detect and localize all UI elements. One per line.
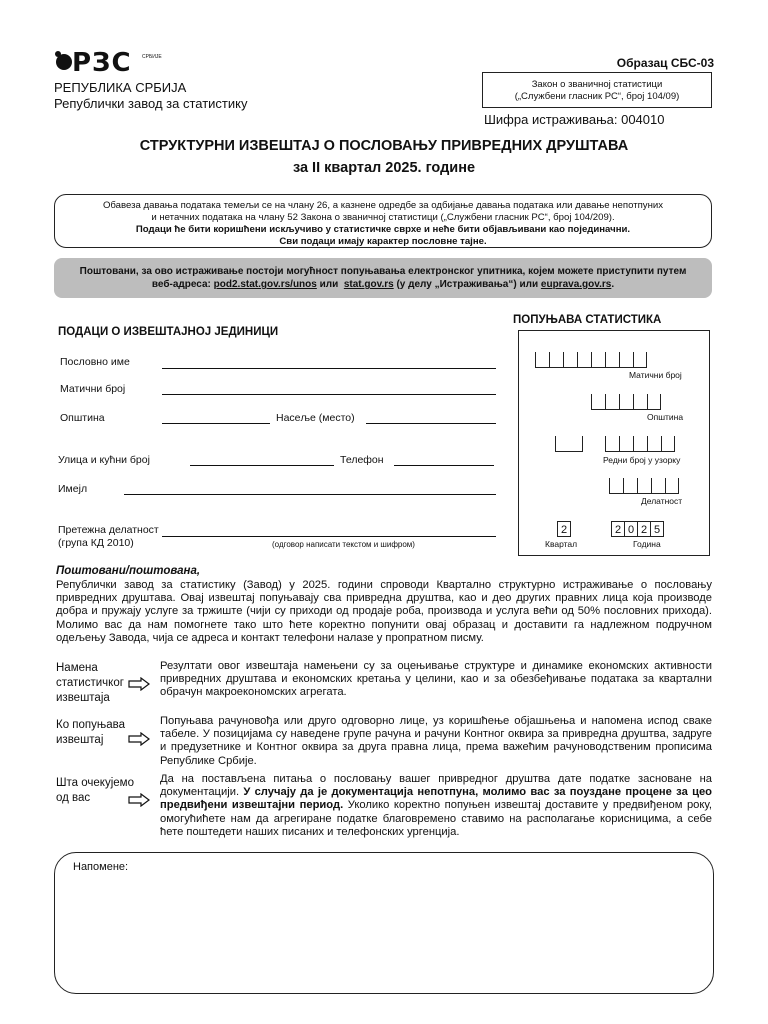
institute-name: Републички завод за статистику: [54, 96, 248, 111]
activity-hint: (одговор написати текстом и шифром): [272, 540, 415, 549]
email-label: Имејл: [58, 483, 88, 495]
who-label: Ко попуњава извештај: [56, 719, 126, 746]
year-digit-cell: 0: [624, 521, 638, 537]
digit-cell[interactable]: [609, 478, 623, 494]
logo-small-text: СРБИЈЕ: [142, 54, 162, 60]
activity-group-label: (група КД 2010): [58, 537, 134, 549]
stat-reg-number-cells[interactable]: [535, 352, 647, 368]
digit-cell[interactable]: [577, 352, 591, 368]
stat-serial-label: Редни број у узорку: [603, 455, 681, 465]
digit-cell[interactable]: [623, 478, 637, 494]
digit-cell[interactable]: [647, 436, 661, 452]
reg-number-field[interactable]: [162, 394, 496, 395]
unit-section-heading: ПОДАЦИ О ИЗВЕШТАЈНОЈ ЈЕДИНИЦИ: [58, 326, 279, 338]
digit-cell[interactable]: [619, 436, 633, 452]
legal-notice: [54, 194, 712, 248]
online-or: или: [319, 279, 339, 290]
arrow-right-icon: [128, 677, 150, 691]
digit-cell[interactable]: [569, 436, 583, 452]
digit-cell[interactable]: [619, 394, 633, 410]
expect-label: Шта очекујемо од вас: [56, 777, 134, 804]
email-field[interactable]: [124, 494, 496, 495]
digit-cell[interactable]: [605, 436, 619, 452]
municipality-label: Општина: [60, 412, 105, 424]
expect-text-bold: У случају да је документација непотпуна, молимо вас за поуздане процене за цео предвиђени извештајни период.: [160, 786, 713, 812]
digit-cell[interactable]: [549, 352, 563, 368]
notice-line: Подаци ће бити коришћени искључиво у статистичке сврхе и неће бити објављивани као појединачни.: [135, 224, 631, 235]
link-stat[interactable]: stat.gov.rs: [343, 279, 394, 290]
form-code: Образац СБС-03: [616, 56, 714, 70]
logo-dot-icon: [54, 50, 74, 72]
digit-cell[interactable]: [563, 352, 577, 368]
street-label: Улица и кућни број: [58, 454, 150, 466]
phone-label: Телефон: [340, 454, 384, 466]
digit-cell[interactable]: [633, 394, 647, 410]
reg-number-label: Матични број: [60, 383, 126, 395]
business-name-field[interactable]: [162, 368, 496, 369]
notes-box[interactable]: [54, 852, 714, 994]
stat-quarter-label: Квартал: [545, 539, 578, 549]
business-name-label: Пословно име: [60, 356, 130, 368]
who-text: Попуњава рачуновођа или друго одговорно лице, уз коришћење објашњења и напомена испод сваке табеле. У позицијама су наведене групе рачуна и рачуни Контног оквира за привредна друштва, задруге и предузетнике и Контног оквира за друга правна лица, према важећим рачуноводственим прописима Републике Србије.: [160, 715, 712, 767]
digit-cell[interactable]: [591, 352, 605, 368]
digit-cell[interactable]: [535, 352, 549, 368]
digit-cell[interactable]: [555, 436, 569, 452]
quarter-cell: 2: [557, 521, 571, 537]
logo-text: РЗС: [72, 48, 132, 78]
page-title: СТРУКТУРНИ ИЗВЕШТАЈ О ПОСЛОВАЊУ ПРИВРЕДНИХ ДРУШТАВА: [139, 138, 629, 154]
online-end: .: [611, 279, 615, 290]
stat-quarter-cells: [557, 521, 570, 537]
digit-cell[interactable]: [651, 478, 665, 494]
stat-section-heading: ПОПУЊАВА СТАТИСТИКА: [513, 314, 662, 326]
link-pod2[interactable]: pod2.stat.gov.rs/unos: [213, 279, 317, 290]
stat-year-cells: [611, 521, 663, 537]
online-form-notice: [54, 258, 712, 298]
stat-box: [518, 330, 710, 556]
settlement-label: Насеље (место): [276, 412, 355, 424]
purpose-label: Намена статистичког извештаја: [56, 662, 124, 704]
greeting: Поштовани/поштована,: [56, 565, 201, 577]
digit-cell[interactable]: [633, 436, 647, 452]
issuer: [54, 80, 247, 112]
stat-municipality-label: Општина: [647, 412, 684, 422]
digit-cell[interactable]: [637, 478, 651, 494]
stat-activity-cells[interactable]: [609, 478, 679, 494]
law-line: Закон о званичној статистици: [531, 79, 663, 90]
digit-cell[interactable]: [665, 478, 679, 494]
expect-text-part: Уколико коректно попуњен извештај доставите у предвиђеном року, омогућићете нам да агрегиране податке благовремено ставимо на располагање корисницима, а себе ћете поштедети наших писаних и телефонских ургенција.: [160, 799, 712, 838]
stat-municipality-cells[interactable]: [591, 394, 661, 410]
expect-text-part: Да на постављена питања о пословању вашег привредног друштва дате податке засноване на документацији.: [160, 773, 712, 799]
online-notice-line: Поштовани, за ово истраживање постоји могућност попуњавања електронског упитника, којем можете приступити путем: [79, 266, 687, 277]
activity-label: Претежна делатност: [58, 524, 159, 536]
stat-reg-number-label: Матични број: [629, 370, 682, 380]
purpose-text: Резултати овог извештаја намењени су за оцењивање структуре и динамике економских активности привредних друштава и економских кретања у целини, као и за обезбеђивање података за квартални обрачун макроекономских агрегата.: [160, 660, 712, 699]
stat-serial-cells[interactable]: [605, 436, 675, 452]
arrow-right-icon: [128, 793, 150, 807]
phone-field[interactable]: [394, 465, 494, 466]
law-box: [482, 72, 712, 108]
settlement-field[interactable]: [366, 423, 496, 424]
municipality-field[interactable]: [162, 423, 270, 424]
year-digit-cell: 2: [611, 521, 625, 537]
page-subtitle: за II квартал 2025. године: [292, 160, 476, 176]
republic-name: РЕПУБЛИКА СРБИЈА: [54, 80, 187, 95]
digit-cell[interactable]: [647, 394, 661, 410]
stat-single-cell[interactable]: [555, 436, 583, 452]
year-digit-cell: 2: [637, 521, 651, 537]
stat-activity-label: Делатност: [641, 496, 683, 506]
survey-code: Шифра истраживања: 004010: [484, 112, 665, 127]
stat-year-label: Година: [633, 539, 661, 549]
online-prefix: веб-адреса:: [151, 279, 211, 290]
notice-line: Обавеза давања података темељи се на члану 26, а казнене одредбе за одбијање давања података или давање непотпуних: [102, 200, 664, 211]
intro-text: Републички завод за статистику (Завод) у 2025. години спроводи Квартално структурно истраживање о пословању привредних друштава. Овај извештај попуњавају сва привредна друштва, као и део других правних лица која производе добра и пружају услуге за тржиште (чији су приходи од продаје роба, производа и услуга већи од 50% пословних прихода). Молимо вас да нам помогнете тако што ћете коректно попунити овај образац и доставити га надлежном подручном одељењу Завода, чија се адреса и контакт телефони налазе у пропратном писму.: [56, 579, 712, 644]
digit-cell[interactable]: [661, 436, 675, 452]
digit-cell[interactable]: [619, 352, 633, 368]
link-euprava[interactable]: euprava.gov.rs: [540, 279, 612, 290]
notice-line: Сви подаци имају карактер пословне тајне.: [279, 236, 487, 247]
online-mid: (у делу „Истраживања“) или: [396, 279, 539, 290]
notes-label: Напомене:: [73, 861, 129, 873]
street-field[interactable]: [190, 465, 334, 466]
digit-cell[interactable]: [605, 394, 619, 410]
expect-text: [160, 773, 712, 839]
activity-field[interactable]: [162, 536, 496, 537]
digit-cell[interactable]: [591, 394, 605, 410]
law-line: („Службени гласник РС“, број 104/09): [514, 91, 680, 102]
digit-cell[interactable]: [605, 352, 619, 368]
year-digit-cell: 5: [650, 521, 664, 537]
notice-line: и нетачних података на члану 52 Закона о званичној статистици („Службени гласник РС“, број 104/209).: [151, 212, 615, 223]
digit-cell[interactable]: [633, 352, 647, 368]
arrow-right-icon: [128, 732, 150, 746]
